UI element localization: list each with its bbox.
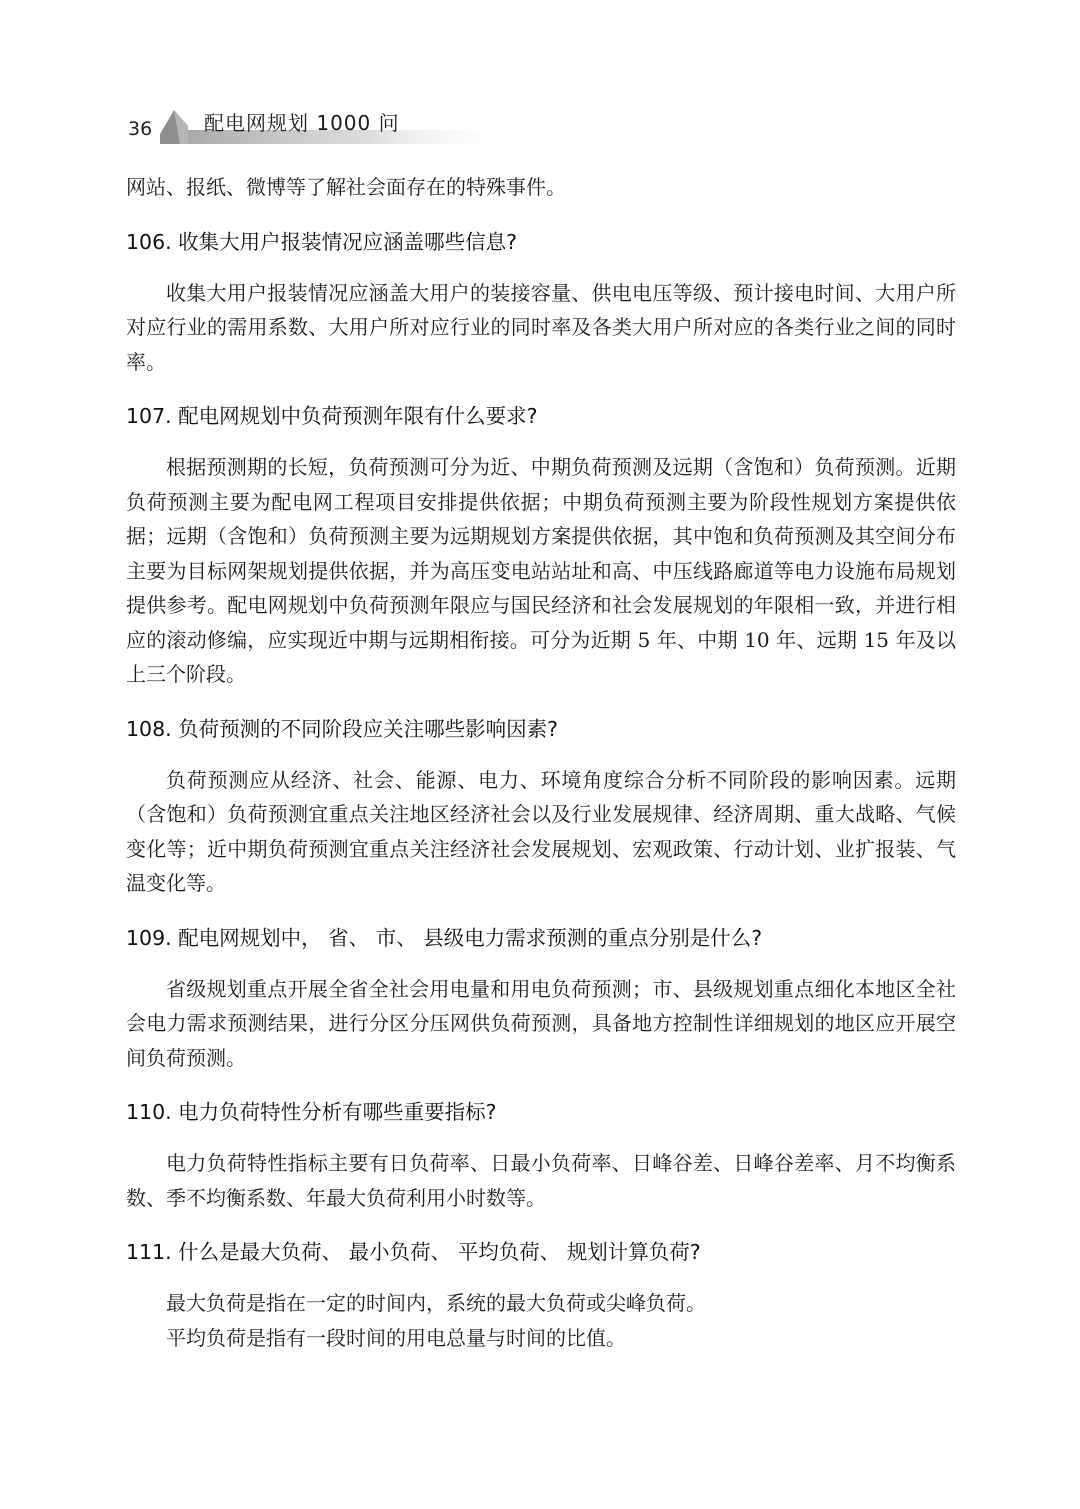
question-106: 106. 收集大用户报装情况应涵盖哪些信息? (126, 229, 518, 254)
page-header (0, 96, 1080, 152)
intro-continuation: 网站、报纸、微博等了解社会面存在的特殊事件。 (126, 175, 566, 199)
page-number: 36 (128, 118, 153, 140)
question-111: 111. 什么是最大负荷、 最小负荷、 平均负荷、 规划计算负荷? (126, 1240, 701, 1264)
answer-111-line-2: 平均负荷是指有一段时间的用电总量与时间的比值。 (166, 1325, 626, 1350)
answer-106: 收集大用户报装情况应涵盖大用户的装接容量、供电电压等级、预计接电时间、大用户所对应行业的需用系数、大用户所对应行业的同时率及各类大用户所对应的各类行业之间的同时率。 (126, 280, 956, 374)
answer-108: 负荷预测应从经济、社会、能源、电力、环境角度综合分析不同阶段的影响因素。远期（含饱和）负荷预测宜重点关注地区经济社会以及行业发展规律、经济周期、重大战略、气候变化等；近中期负荷预测宜重点关注经济社会发展规划、宏观政策、行动计划、业扩报装、气温变化等。 (126, 767, 956, 895)
answer-109: 省级规划重点开展全省全社会用电量和用电负荷预测；市、县级规划重点细化本地区全社会电力需求预测结果，进行分区分压网供负荷预测，具备地方控制性详细规划的地区应开展空间负荷预测。 (126, 976, 956, 1070)
question-107: 107. 配电网规划中负荷预测年限有什么要求? (126, 404, 538, 428)
page-body (126, 170, 956, 1355)
question-110: 110. 电力负荷特性分析有哪些重要指标? (126, 1100, 497, 1124)
question-108: 108. 负荷预测的不同阶段应关注哪些影响因素? (126, 716, 559, 741)
book-title: 配电网规划 1000 问 (204, 111, 400, 135)
answer-107: 根据预测期的长短，负荷预测可分为近、中期负荷预测及远期（含饱和）负荷预测。近期负荷预测主要为配电网工程项目安排提供依据；中期负荷预测主要为阶段性规划方案提供依据；远期（含饱和）负荷预测主要为远期规划方案提供依据，其中饱和负荷预测及其空间分布主要为目标网架规划提供依据，并为高压变电站站址和高、中压线路廊道等电力设施布局规划提供参考。配电网规划中负荷预测年限应与国民经济和社会发展规划的年限相一致，并进行相应的滚动修编，应实现近中期与远期相衔接。可分为近期 5 年、中期 10 年、远期 15 年及以上三个阶段。 (126, 455, 956, 686)
answer-110: 电力负荷特性指标主要有日负荷率、日最小负荷率、日峰谷差、日峰谷差率、月不均衡系数、季不均衡系数、年最大负荷利用小时数等。 (126, 1151, 956, 1210)
answer-111-line-1: 最大负荷是指在一定的时间内，系统的最大负荷或尖峰负荷。 (166, 1291, 706, 1315)
question-109: 109. 配电网规划中， 省、 市、 县级电力需求预测的重点分别是什么? (126, 925, 763, 950)
